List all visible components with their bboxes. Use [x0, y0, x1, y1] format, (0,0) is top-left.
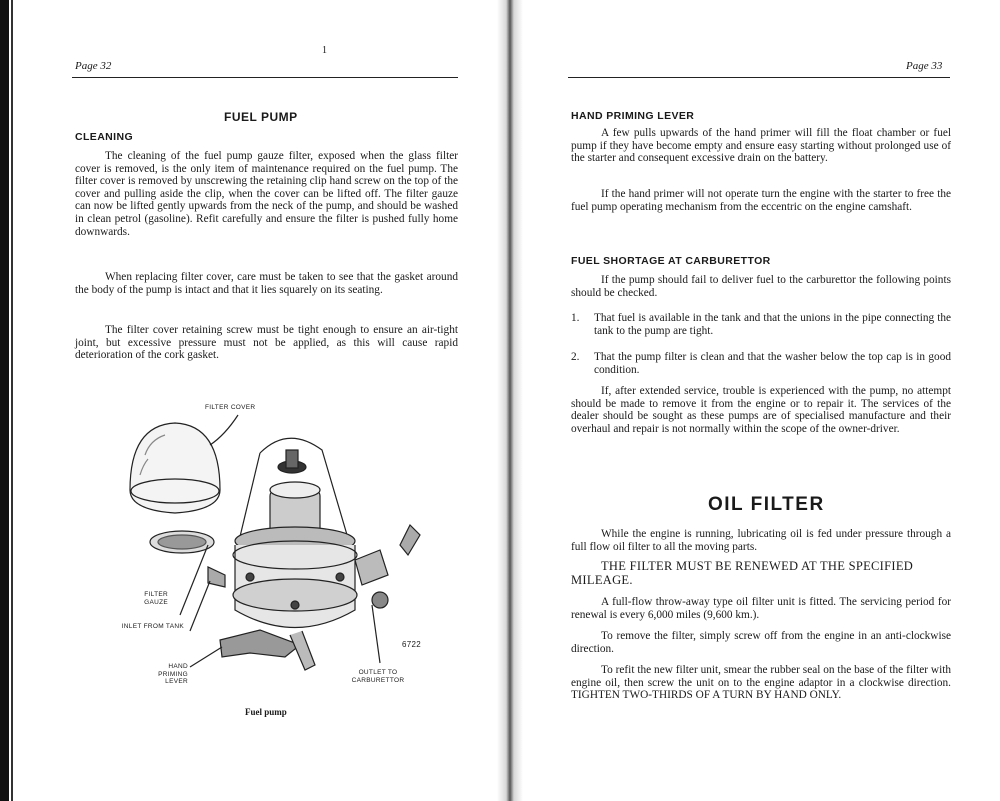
book-spine-line [11, 0, 13, 801]
paragraph: A few pulls upwards of the hand primer will fill the float chamber or fuel pump if they have become empty and ensure easy starting without prolonged use of the starter and consequent excessive drain on the battery. [571, 127, 951, 165]
fuel-pump-figure [110, 395, 440, 715]
warning-text: THE FILTER MUST BE RENEWED AT THE SPECIFIED MILEAGE. [571, 559, 914, 587]
paragraph: While the engine is running, lubricating oil is fed under pressure through a full flow oil filter to all the moving parts. [571, 528, 951, 553]
paragraph: The cleaning of the fuel pump gauze filter, exposed when the glass filter cover is removed, is the only item of maintenance required on the fuel pump. The filter cover is removed by unscrewing the retaining clip hand screw on the top of the cover and pulling aside the clip, when the cover can be lifted off. The filter gauze can now be lifted gently upwards from the neck of the pump, and should be washed in clean petrol (gasoline). Refit carefully and ensure the filter is pushed fully home downwards. [75, 150, 458, 238]
paragraph: If the hand primer will not operate turn the engine with the starter to free the fuel pump operating mechanism from the eccentric on the engine camshaft. [571, 188, 951, 213]
section-heading-cleaning: CLEANING [75, 131, 134, 143]
label-inlet-from-tank: INLET FROM TANK [121, 623, 184, 630]
header-rule [568, 77, 950, 78]
label-outlet-to-carburettor: OUTLET TO CARBURETTOR [351, 669, 405, 684]
running-head-right: Page 33 [906, 60, 943, 72]
list-item-text: That fuel is available in the tank and that the unions in the pipe connecting the tank to the pump are tight. [594, 312, 951, 337]
paragraph: A full-flow throw-away type oil filter unit is fitted. The servicing period for renewal is every 6,000 miles (9,600 km.). [571, 596, 951, 621]
label-filter-gauze: FILTER GAUZE [144, 591, 168, 606]
header-rule [72, 77, 458, 78]
label-filter-cover: FILTER COVER [205, 404, 256, 411]
book-spine-edge [0, 0, 9, 801]
figure-reference-number: 6722 [402, 640, 421, 649]
label-hand-priming-lever: HAND PRIMING LEVER [158, 663, 188, 685]
list-item-number: 2. [571, 351, 580, 363]
section-heading-hand-priming-lever: HAND PRIMING LEVER [571, 110, 695, 122]
top-mark: 1 [322, 45, 327, 56]
paragraph: To refit the new filter unit, smear the rubber seal on the base of the filter with engine oil, then screw the unit on to the engine adaptor in a clockwise direction. TIGHTEN TWO-THIRDS OF A TURN BY HAND ONLY. [571, 664, 951, 702]
list-item [571, 312, 951, 338]
right-page [568, 0, 953, 801]
running-head-left: Page 32 [75, 60, 112, 72]
list-item-number: 1. [571, 312, 580, 324]
paragraph: If, after extended service, trouble is experienced with the pump, no attempt should be made to remove it from the engine or to repair it. The services of the dealer should be sought as these pumps are of specialised manufacture and their overhaul and repair is not normally within the scope of the owner-driver. [571, 385, 951, 435]
page-title: FUEL PUMP [224, 110, 298, 124]
list-item [571, 351, 951, 377]
paragraph: To remove the filter, simply screw off from the engine in an anti-clockwise direction. [571, 630, 951, 655]
paragraph: When replacing filter cover, care must be taken to see that the gasket around the body of the pump is intact and that it lies squarely on its seating. [75, 271, 458, 296]
paragraph: The filter cover retaining screw must be tight enough to ensure an air-tight joint, but excessive pressure must not be applied, as this will cause rapid deterioration of the cork gasket. [75, 324, 458, 362]
list-item-text: That the pump filter is clean and that the washer below the top cap is in good condition. [594, 351, 951, 376]
section-heading-fuel-shortage: FUEL SHORTAGE AT CARBURETTOR [571, 255, 771, 267]
paragraph: If the pump should fail to deliver fuel to the carburettor the following points should be checked. [571, 274, 951, 299]
figure-caption: Fuel pump [245, 707, 287, 717]
page-gutter [497, 0, 523, 801]
section-heading-oil-filter: OIL FILTER [708, 494, 825, 515]
